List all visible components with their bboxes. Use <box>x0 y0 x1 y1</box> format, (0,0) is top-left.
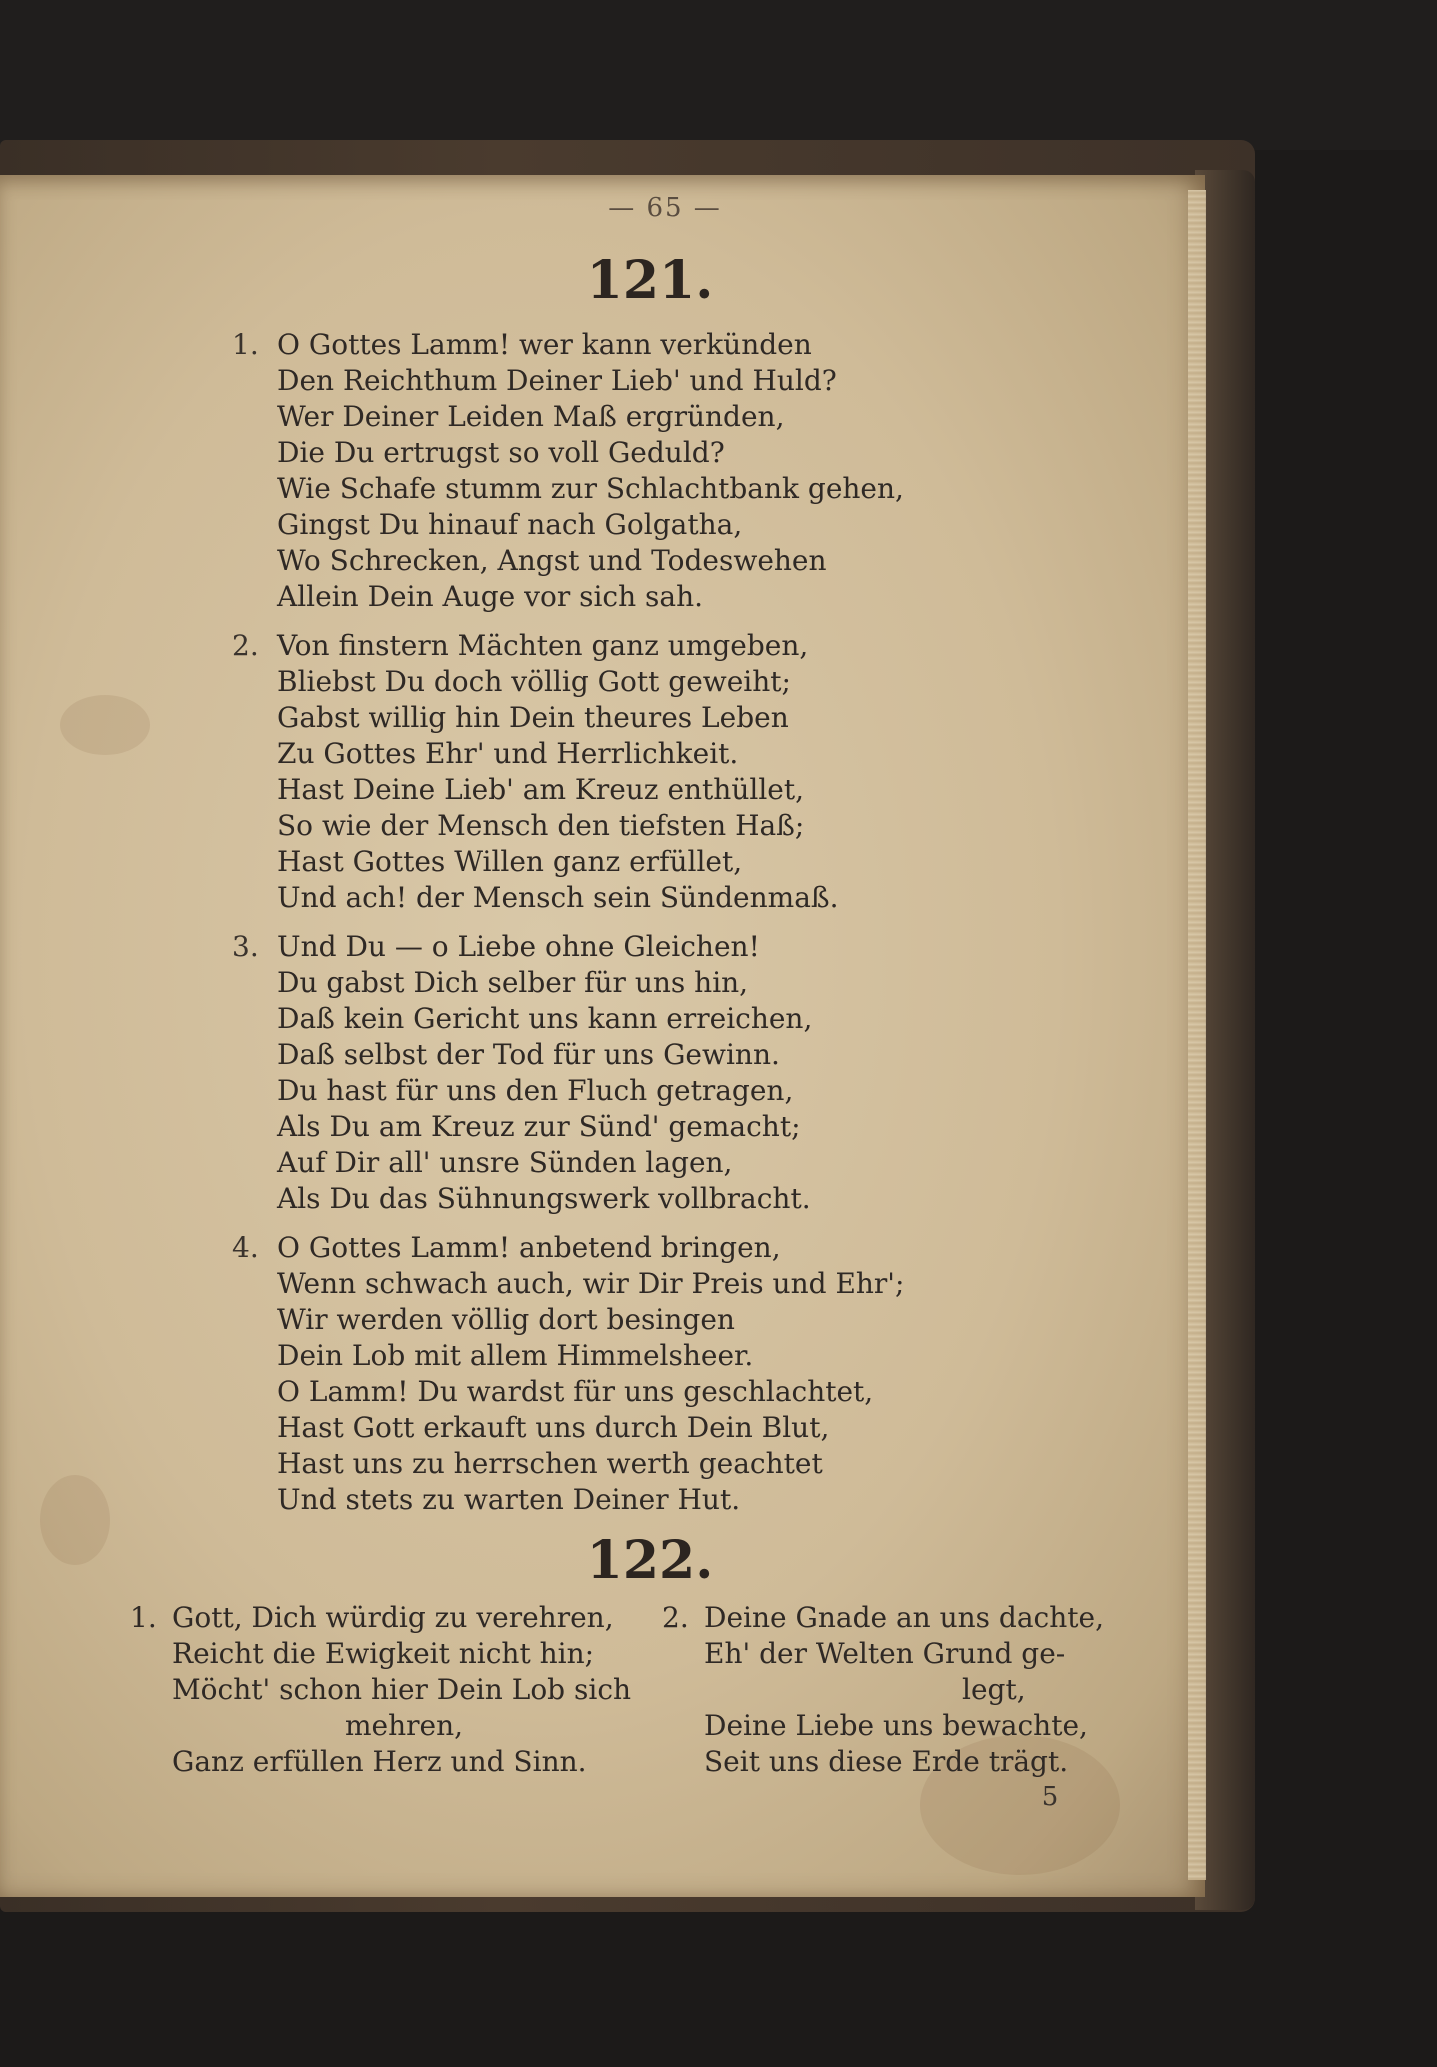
verse-line: O Lamm! Du wardst für uns geschlachtet, <box>277 1375 874 1408</box>
verse-line: Daß kein Gericht uns kann erreichen, <box>277 1002 813 1035</box>
verse-number: 1. <box>130 1601 157 1634</box>
verse-line: Und ach! der Mensch sein Sündenmaß. <box>277 881 839 914</box>
verse-line: 2. Von finstern Mächten ganz umgeben, <box>232 629 809 662</box>
verse-line: Auf Dir all' unsre Sünden lagen, <box>277 1146 733 1179</box>
verse-line: Den Reichthum Deiner Lieb' und Huld? <box>277 364 837 397</box>
verse-line: Die Du ertrugst so voll Geduld? <box>277 436 725 469</box>
verse-line: Seit uns diese Erde trägt. <box>704 1745 1069 1778</box>
hymn-121-verse-3 <box>232 929 932 1217</box>
verse-line: Wo Schrecken, Angst und Todeswehen <box>277 544 827 577</box>
paper-stain <box>60 695 150 755</box>
verse-line: 3. Und Du — o Liebe ohne Gleichen! <box>232 930 760 963</box>
verse-line: Deine Liebe uns bewachte, <box>704 1709 1088 1742</box>
hymn-122-verse-2 <box>662 1600 1182 1780</box>
verse-line: Möcht' schon hier Dein Lob sich <box>172 1673 632 1706</box>
verse-line: Und stets zu warten Deiner Hut. <box>277 1483 741 1516</box>
verse-line: 1. Gott, Dich würdig zu verehren, <box>130 1601 614 1634</box>
verse-line: 2. Deine Gnade an uns dachte, <box>662 1601 1104 1634</box>
verse-line: Wie Schafe stumm zur Schlachtbank gehen, <box>277 472 904 505</box>
verse-line: So wie der Mensch den tiefsten Haß; <box>277 809 805 842</box>
verse-line: Als Du am Kreuz zur Sünd' gemacht; <box>277 1110 801 1143</box>
verse-line: Wenn schwach auch, wir Dir Preis und Ehr'; <box>277 1267 905 1300</box>
verse-line: Du gabst Dich selber für uns hin, <box>277 966 749 999</box>
page-edges <box>1188 190 1206 1880</box>
verse-number: 3. <box>232 930 259 963</box>
hymn-number: 122. <box>586 1530 714 1591</box>
verse-line: Eh' der Welten Grund ge- <box>704 1637 1066 1670</box>
background <box>0 0 1437 150</box>
verse-line: Du hast für uns den Fluch getragen, <box>277 1074 794 1107</box>
verse-line: Daß selbst der Tod für uns Gewinn. <box>277 1038 780 1071</box>
verse-line: 1. O Gottes Lamm! wer kann verkünden <box>232 328 812 361</box>
hymn-121-verse-2 <box>232 628 932 916</box>
verse-line: mehren, <box>345 1709 464 1742</box>
verse-line: Hast uns zu herrschen werth geachtet <box>277 1447 823 1480</box>
paper-stain <box>40 1475 110 1565</box>
hymn-number: 121. <box>586 250 714 311</box>
hymn-121-verse-1 <box>232 327 932 615</box>
verse-line: Gabst willig hin Dein theures Leben <box>277 701 789 734</box>
hymn-122-verse-1 <box>130 1600 650 1780</box>
verse-line: Hast Deine Lieb' am Kreuz enthüllet, <box>277 773 805 806</box>
page-number: 5 <box>1041 1782 1059 1812</box>
verse-line: Allein Dein Auge vor sich sah. <box>277 580 704 613</box>
hymn-121-verse-4 <box>232 1230 932 1518</box>
verse-line: Dein Lob mit allem Himmelsheer. <box>277 1339 754 1372</box>
verse-line: Wer Deiner Leiden Maß ergründen, <box>277 400 785 433</box>
verse-number: 1. <box>232 328 259 361</box>
verse-line: Wir werden völlig dort besingen <box>277 1303 735 1336</box>
verse-line: Gingst Du hinauf nach Golgatha, <box>277 508 743 541</box>
verse-line: Reicht die Ewigkeit nicht hin; <box>172 1637 595 1670</box>
verse-number: 4. <box>232 1231 259 1264</box>
verse-number: 2. <box>232 629 259 662</box>
verse-line: Ganz erfüllen Herz und Sinn. <box>172 1745 587 1778</box>
verse-number: 2. <box>662 1601 689 1634</box>
running-head: — 65 — <box>608 193 722 223</box>
verse-line: Hast Gott erkauft uns durch Dein Blut, <box>277 1411 830 1444</box>
verse-line: legt, <box>962 1673 1026 1706</box>
verse-line: 4. O Gottes Lamm! anbetend bringen, <box>232 1231 781 1264</box>
verse-line: Zu Gottes Ehr' und Herrlichkeit. <box>277 737 739 770</box>
verse-line: Hast Gottes Willen ganz erfüllet, <box>277 845 743 878</box>
verse-line: Als Du das Sühnungswerk vollbracht. <box>277 1182 811 1215</box>
verse-line: Bliebst Du doch völlig Gott geweiht; <box>277 665 791 698</box>
